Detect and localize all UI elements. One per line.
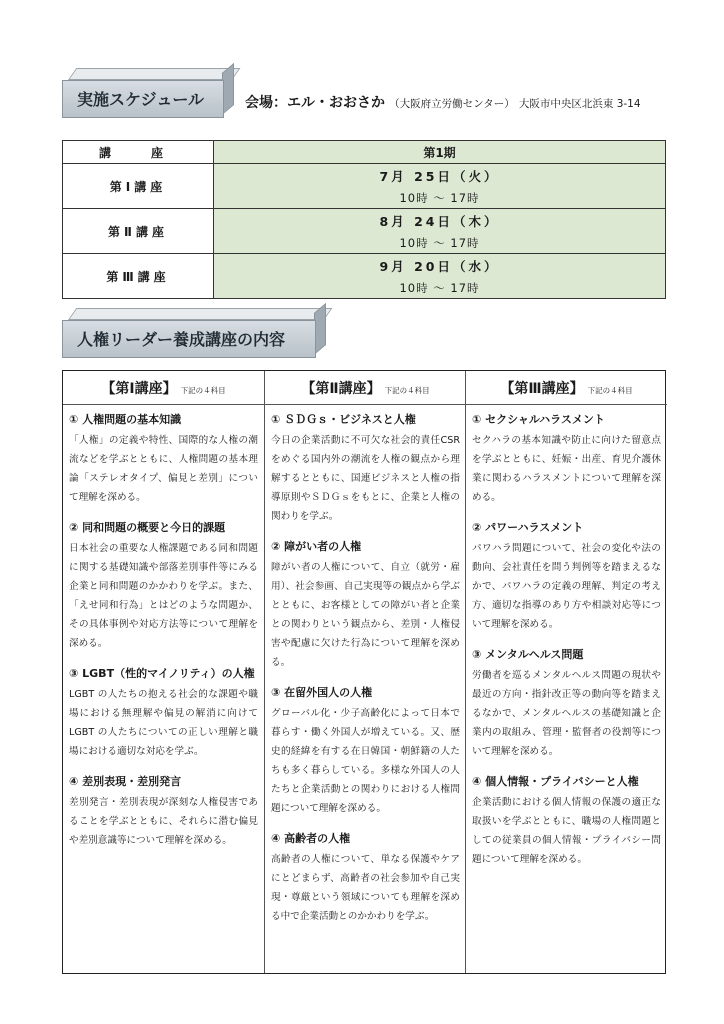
subject-text: セクハラの基本知識や防止に向けた留意点を学ぶとともに、妊娠・出産、育児介護休業に関わるハラスメントについて理解を深める。 (472, 435, 661, 503)
column-title: 【第Ⅱ講座】 (301, 381, 381, 397)
subject-item (472, 519, 661, 634)
schedule-heading: 実施スケジュール (62, 80, 224, 118)
course-column-3 (465, 371, 667, 973)
course-date-cell (214, 254, 666, 299)
subject-text: 企業活動における個人情報の保護の適正な取扱いを学ぶとともに、職場の人権問題としての従業員の個人情報・プライバシー問題について理解を深める。 (472, 797, 661, 865)
venue-address: 大阪市中央区北浜東 3-14 (518, 98, 641, 110)
column-body (63, 405, 264, 850)
subject-text: パワハラ問題について、社会の変化や法の動向、会社責任を問う判例等を踏まえるなかで、パワハラの定義の理解、判定の考え方、適切な指導のあり方や相談対応等について理解を深める。 (472, 543, 661, 630)
venue-label: 会場：エル・おおさか (245, 95, 385, 111)
subject-title: ② パワーハラスメント (472, 521, 584, 534)
course-column-1 (63, 371, 264, 973)
course-date: 7月 25日（火） (379, 168, 500, 184)
column-header (63, 371, 264, 405)
column-body (265, 405, 466, 926)
course-column-2 (264, 371, 466, 973)
schedule-header-row (63, 141, 666, 164)
subject-item (69, 665, 258, 761)
subject-title: ④ 個人情報・プライバシーと人権 (472, 775, 639, 788)
column-body (466, 405, 667, 869)
schedule-table (62, 140, 666, 299)
course-time: 10時 〜 17時 (399, 235, 480, 250)
subject-text: 障がい者の人権について、自立（就労・雇用）、社会参画、自己実現等の観点から学ぶとともに、お客様としての障がい者と企業との関わりという観点から、差別・人権侵害や配慮に欠けた行為について理解を深める。 (271, 562, 460, 668)
subject-text: LGBT の人たちの抱える社会的な課題や職場における無理解や偏見の解消に向けて LGBT の人たちについての正しい理解と職場における適切な対応を学ぶ。 (69, 689, 258, 757)
subject-title: ③ LGBT（性的マイノリティ）の人権 (69, 667, 255, 680)
header-course: 講 座 (63, 141, 214, 164)
subject-title: ① ＳＤＧｓ・ビジネスと人権 (271, 413, 416, 426)
column-subtitle: 下記の４科目 (180, 386, 226, 395)
subject-item (69, 411, 258, 507)
subject-title: ④ 高齢者の人権 (271, 832, 351, 845)
column-title: 【第Ⅲ講座】 (500, 381, 584, 397)
subject-item (69, 519, 258, 653)
subject-item (472, 646, 661, 761)
course-date-cell (214, 209, 666, 254)
subject-item (271, 684, 460, 818)
subject-item (472, 411, 661, 507)
schedule-row (63, 254, 666, 299)
banner-top-face (68, 68, 240, 80)
subject-title: ③ 在留外国人の人権 (271, 686, 373, 699)
subject-title: ② 同和問題の概要と今日的課題 (69, 521, 226, 534)
course-label: 第Ⅲ講座 (63, 254, 214, 299)
subject-text: グローバル化・少子高齢化によって日本で暮らす・働く外国人が増えている。又、歴史的経緯を有する在日韓国・朝鮮籍の人たちも多く暮らしている。多様な外国人の人たちと企業活動との関わりにおける人権問題について理解を深める。 (271, 708, 460, 814)
course-label: 第Ⅱ講座 (63, 209, 214, 254)
subject-item (271, 411, 460, 526)
column-subtitle: 下記の４科目 (384, 386, 430, 395)
column-header (466, 371, 667, 405)
subject-item (472, 773, 661, 869)
subject-text: 今日の企業活動に不可欠な社会的責任CSRをめぐる国内外の潮流を人権の観点から理解するとともに、国連ビジネスと人権の指導原則やＳＤＧｓをもとに、企業と人権の関わりを学ぶ。 (271, 435, 460, 522)
subject-item (271, 538, 460, 672)
column-header (265, 371, 466, 405)
course-date: 8月 24日（木） (379, 213, 500, 229)
subject-title: ② 障がい者の人権 (271, 540, 362, 553)
subject-title: ④ 差別表現・差別発言 (69, 775, 182, 788)
course-date: 9月 20日（水） (379, 258, 500, 274)
subject-text: 「人権」の定義や特性、国際的な人権の潮流などを学ぶとともに、人権問題の基本理論「ステレオタイプ、偏見と差別」について理解を深める。 (69, 435, 258, 503)
content-banner (62, 308, 316, 358)
course-time: 10時 〜 17時 (399, 280, 480, 295)
column-title: 【第Ⅰ講座】 (101, 381, 177, 397)
subject-title: ① セクシャルハラスメント (472, 413, 605, 426)
subject-text: 差別発言・差別表現が深刻な人権侵害であることを学ぶとともに、それらに潜む偏見や差別意識等について理解を深める。 (69, 797, 258, 846)
content-heading: 人権リーダー養成講座の内容 (62, 320, 316, 358)
course-content-table (62, 370, 666, 974)
subject-title: ③ メンタルヘルス問題 (472, 648, 584, 661)
subject-title: ① 人権問題の基本知識 (69, 413, 182, 426)
column-subtitle: 下記の４科目 (587, 386, 633, 395)
header-term: 第1期 (214, 141, 666, 164)
subject-item (69, 773, 258, 850)
schedule-row (63, 209, 666, 254)
course-time: 10時 〜 17時 (399, 190, 480, 205)
course-date-cell (214, 164, 666, 209)
subject-text: 高齢者の人権について、単なる保護やケアにとどまらず、高齢者の社会参加や自己実現・尊厳という領域についても理解を深める中で企業活動とのかかわりを学ぶ。 (271, 854, 460, 922)
subject-text: 労働者を巡るメンタルヘルス問題の現状や最近の方向・指針改正等の動向等を踏まえるなかで、メンタルヘルスの基礎知識と企業内の取組み、管理・監督者の役割等について理解を深める。 (472, 670, 661, 757)
venue-facility: （大阪府立労働センター） (389, 98, 515, 110)
schedule-row (63, 164, 666, 209)
subject-text: 日本社会の重要な人権課題である同和問題に関する基礎知識や部落差別事件等にみる企業と同和問題のかかわりを学ぶ。また、「えせ同和行為」とはどのような問題か、その具体事例や対応方法等について理解を深める。 (69, 543, 258, 649)
schedule-banner (62, 68, 224, 118)
subject-item (271, 830, 460, 926)
banner-top-face (68, 308, 332, 320)
course-label: 第Ⅰ講座 (63, 164, 214, 209)
venue-info (245, 92, 641, 112)
